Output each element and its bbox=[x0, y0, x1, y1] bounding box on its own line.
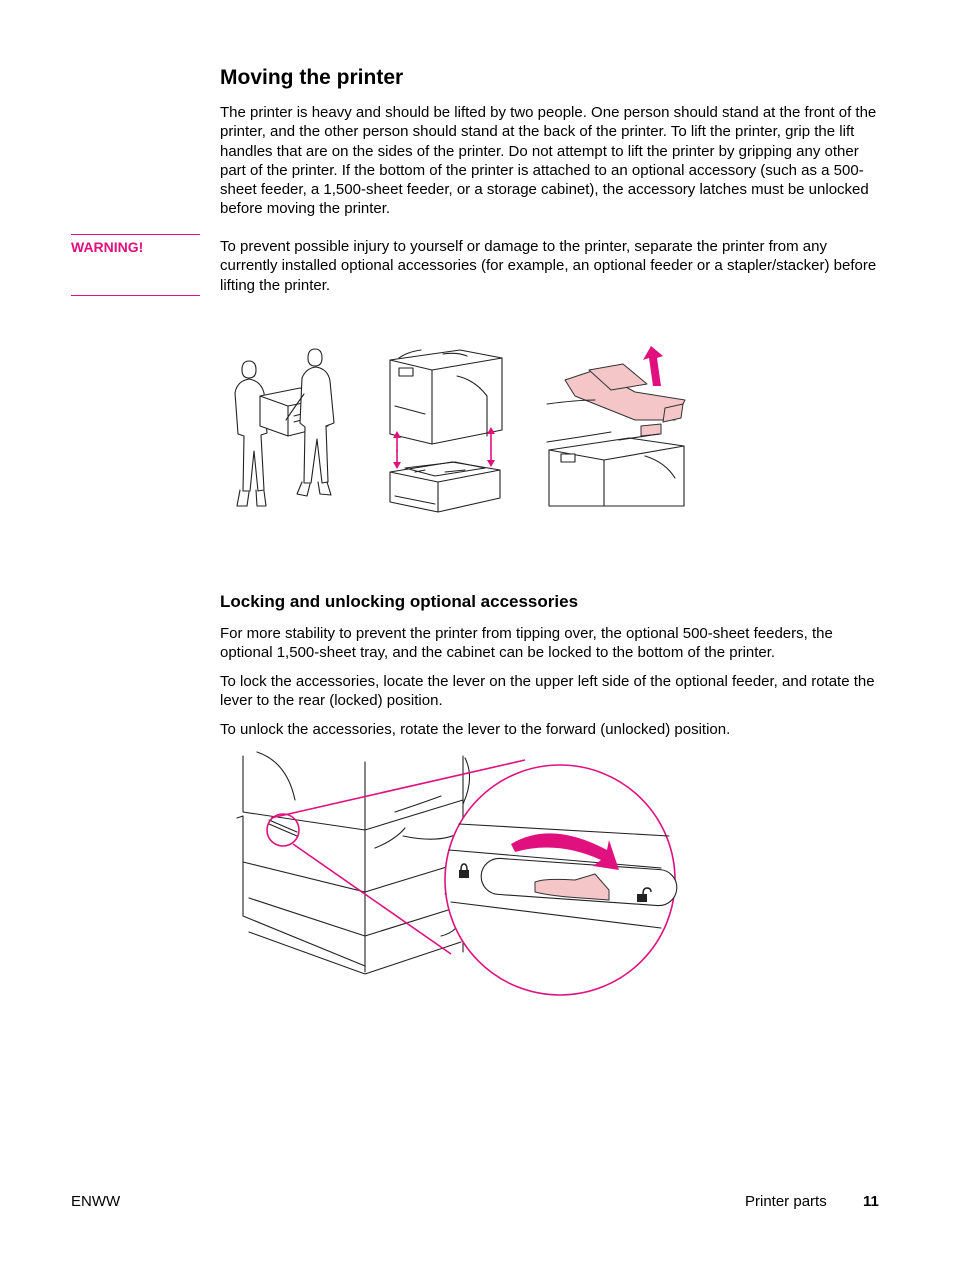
warning-label: WARNING! bbox=[71, 239, 144, 255]
footer-section-name: Printer parts bbox=[745, 1193, 827, 1210]
section-paragraph-1: For more stability to prevent the printer from tipping over, the optional 500-sheet feeders, the optional 1,500-sheet tray, and the cabinet can be locked to the bottom of the printer. bbox=[220, 625, 833, 662]
footer-page-number: 11 bbox=[863, 1193, 879, 1210]
people-lifting-printer-illustration bbox=[232, 348, 347, 513]
page-title: Moving the printer bbox=[220, 66, 404, 89]
printer-separate-from-feeder-illustration bbox=[385, 346, 505, 522]
footer-enww: ENWW bbox=[71, 1193, 121, 1210]
intro-paragraph: The printer is heavy and should be lifted by two people. One person should stand at the front of the printer, and the other person should stand at the back of the printer. To lift the printer, grip the lift handles that are on the sides of the printer. Do not attempt to lift the printer by gripping any other part of the printer. If the bottom of the printer is attached to an optional accessory (such as a 500-sheet feeder, a 1,500-sheet feeder, or a storage cabinet), the accessory latches must be unlocked before moving the printer. bbox=[220, 104, 877, 218]
stapler-stacker-removal-illustration bbox=[545, 346, 690, 506]
warning-rule-bottom bbox=[71, 295, 200, 296]
section-paragraph-2: To lock the accessories, locate the lever on the upper left side of the optional feeder, and rotate the lever to the rear (locked) position. bbox=[220, 673, 875, 710]
feeder-lock-lever-illustration bbox=[235, 752, 685, 997]
warning-text: To prevent possible injury to yourself or damage to the printer, separate the printer from any currently installed optional accessories (for example, an optional feeder or a stapler/stacker) before lifting the printer. bbox=[220, 238, 877, 294]
warning-rule-top bbox=[71, 234, 200, 235]
section-paragraph-3: To unlock the accessories, rotate the lever to the forward (unlocked) position. bbox=[220, 721, 731, 738]
section-heading: Locking and unlocking optional accessories bbox=[220, 592, 579, 611]
